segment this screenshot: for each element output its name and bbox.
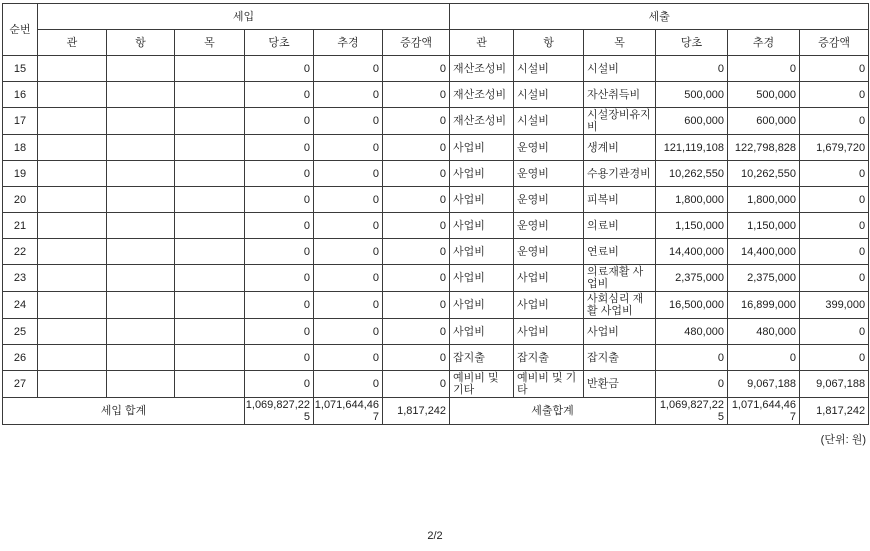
expenditure-hang-cell: 운영비 xyxy=(514,135,584,161)
revenue-hang-cell xyxy=(107,345,175,371)
revenue-hang-cell xyxy=(107,135,175,161)
row-number: 19 xyxy=(3,161,38,187)
page-indicator: 2/2 xyxy=(427,530,443,542)
expenditure-hang-cell: 예비비 및 기타 xyxy=(514,371,584,398)
revenue-initial-cell: 0 xyxy=(245,187,314,213)
revenue-change-cell: 0 xyxy=(383,161,450,187)
expenditure-hang-cell: 시설비 xyxy=(514,56,584,82)
revenue-initial-cell: 0 xyxy=(245,161,314,187)
revenue-change-cell: 0 xyxy=(383,345,450,371)
row-number: 15 xyxy=(3,56,38,82)
revenue-initial-cell: 0 xyxy=(245,213,314,239)
revenue-section-header: 세입 xyxy=(38,4,450,30)
revenue-revised-cell: 0 xyxy=(314,82,383,108)
expenditure-total-initial: 1,069,827,225 xyxy=(656,398,728,425)
table-row xyxy=(3,239,869,265)
revenue-gwan-cell xyxy=(38,82,107,108)
expenditure-initial-cell: 1,150,000 xyxy=(656,213,728,239)
revenue-total-label: 세입 합계 xyxy=(3,398,245,425)
expenditure-gwan-cell: 예비비 및 기타 xyxy=(450,371,514,398)
revenue-initial-cell: 0 xyxy=(245,135,314,161)
row-number: 17 xyxy=(3,108,38,135)
expenditure-revised-cell: 1,800,000 xyxy=(728,187,800,213)
expenditure-initial-cell: 600,000 xyxy=(656,108,728,135)
expenditure-hang-cell: 사업비 xyxy=(514,292,584,319)
revenue-revised-cell: 0 xyxy=(314,108,383,135)
table-row xyxy=(3,213,869,239)
expenditure-gwan-cell: 잡지출 xyxy=(450,345,514,371)
expenditure-hang-cell: 잡지출 xyxy=(514,345,584,371)
expenditure-hang-cell: 운영비 xyxy=(514,161,584,187)
revenue-mok-cell xyxy=(175,345,245,371)
expenditure-change-cell: 0 xyxy=(800,319,869,345)
expenditure-hang-cell: 시설비 xyxy=(514,82,584,108)
revenue-total-initial: 1,069,827,225 xyxy=(245,398,314,425)
revenue-change-cell: 0 xyxy=(383,319,450,345)
document-sheet xyxy=(2,3,868,447)
expenditure-hang-cell: 운영비 xyxy=(514,187,584,213)
revenue-hang-cell xyxy=(107,371,175,398)
expenditure-hang-cell: 운영비 xyxy=(514,239,584,265)
expenditure-change-cell: 0 xyxy=(800,239,869,265)
table-row xyxy=(3,82,869,108)
expenditure-change-cell: 399,000 xyxy=(800,292,869,319)
revenue-gwan-cell xyxy=(38,371,107,398)
revenue-mok-cell xyxy=(175,292,245,319)
expenditure-change-cell: 0 xyxy=(800,161,869,187)
revenue-hang-cell xyxy=(107,161,175,187)
revenue-initial-cell: 0 xyxy=(245,292,314,319)
expenditure-mok-cell: 피복비 xyxy=(584,187,656,213)
revenue-hang-cell xyxy=(107,213,175,239)
revenue-change-cell: 0 xyxy=(383,56,450,82)
expenditure-gwan-cell: 사업비 xyxy=(450,265,514,292)
expenditure-gwan-cell: 사업비 xyxy=(450,135,514,161)
expenditure-initial-cell: 121,119,108 xyxy=(656,135,728,161)
expenditure-change-cell: 0 xyxy=(800,265,869,292)
expenditure-initial-cell: 480,000 xyxy=(656,319,728,345)
expenditure-initial-cell: 500,000 xyxy=(656,82,728,108)
revenue-revised-cell: 0 xyxy=(314,292,383,319)
revenue-hang-cell xyxy=(107,56,175,82)
revenue-gwan-cell xyxy=(38,345,107,371)
revenue-change-cell: 0 xyxy=(383,292,450,319)
revenue-mok-cell xyxy=(175,56,245,82)
expenditure-mok-cell: 의료비 xyxy=(584,213,656,239)
revenue-mok-cell xyxy=(175,161,245,187)
revenue-revised-cell: 0 xyxy=(314,56,383,82)
expenditure-initial-cell: 0 xyxy=(656,56,728,82)
revenue-total-change: 1,817,242 xyxy=(383,398,450,425)
revenue-gwan-cell xyxy=(38,135,107,161)
expenditure-revised-cell: 9,067,188 xyxy=(728,371,800,398)
revenue-mok-cell xyxy=(175,135,245,161)
expenditure-initial-cell: 0 xyxy=(656,371,728,398)
expenditure-gwan-cell: 사업비 xyxy=(450,239,514,265)
revenue-change-cell: 0 xyxy=(383,135,450,161)
totals-row xyxy=(3,398,869,425)
revenue-hang-cell xyxy=(107,319,175,345)
expenditure-mok-cell: 수용기관경비 xyxy=(584,161,656,187)
expenditure-total-change: 1,817,242 xyxy=(800,398,869,425)
expenditure-revised-cell: 600,000 xyxy=(728,108,800,135)
expenditure-change-cell: 0 xyxy=(800,82,869,108)
expenditure-initial-cell: 0 xyxy=(656,345,728,371)
expenditure-col-revised: 추경 xyxy=(728,30,800,56)
revenue-initial-cell: 0 xyxy=(245,319,314,345)
revenue-total-revised: 1,071,644,467 xyxy=(314,398,383,425)
revenue-col-change: 증감액 xyxy=(383,30,450,56)
row-number: 18 xyxy=(3,135,38,161)
revenue-hang-cell xyxy=(107,187,175,213)
expenditure-initial-cell: 10,262,550 xyxy=(656,161,728,187)
table-row xyxy=(3,108,869,135)
expenditure-mok-cell: 잡지출 xyxy=(584,345,656,371)
expenditure-change-cell: 0 xyxy=(800,108,869,135)
revenue-initial-cell: 0 xyxy=(245,239,314,265)
revenue-mok-cell xyxy=(175,108,245,135)
expenditure-initial-cell: 14,400,000 xyxy=(656,239,728,265)
table-row xyxy=(3,345,869,371)
expenditure-initial-cell: 16,500,000 xyxy=(656,292,728,319)
revenue-change-cell: 0 xyxy=(383,213,450,239)
expenditure-col-change: 증감액 xyxy=(800,30,869,56)
revenue-change-cell: 0 xyxy=(383,82,450,108)
row-number: 20 xyxy=(3,187,38,213)
expenditure-gwan-cell: 사업비 xyxy=(450,187,514,213)
expenditure-mok-cell: 자산취득비 xyxy=(584,82,656,108)
revenue-revised-cell: 0 xyxy=(314,345,383,371)
expenditure-mok-cell: 의료재활 사업비 xyxy=(584,265,656,292)
table-row xyxy=(3,319,869,345)
revenue-initial-cell: 0 xyxy=(245,108,314,135)
row-number: 24 xyxy=(3,292,38,319)
expenditure-mok-cell: 시설비 xyxy=(584,56,656,82)
expenditure-change-cell: 9,067,188 xyxy=(800,371,869,398)
expenditure-revised-cell: 0 xyxy=(728,56,800,82)
revenue-initial-cell: 0 xyxy=(245,82,314,108)
expenditure-change-cell: 0 xyxy=(800,187,869,213)
expenditure-gwan-cell: 사업비 xyxy=(450,161,514,187)
revenue-initial-cell: 0 xyxy=(245,56,314,82)
revenue-hang-cell xyxy=(107,265,175,292)
table-row xyxy=(3,265,869,292)
expenditure-hang-cell: 사업비 xyxy=(514,319,584,345)
expenditure-hang-cell: 시설비 xyxy=(514,108,584,135)
row-number: 26 xyxy=(3,345,38,371)
expenditure-revised-cell: 16,899,000 xyxy=(728,292,800,319)
expenditure-revised-cell: 500,000 xyxy=(728,82,800,108)
table-row xyxy=(3,187,869,213)
expenditure-change-cell: 1,679,720 xyxy=(800,135,869,161)
revenue-revised-cell: 0 xyxy=(314,161,383,187)
expenditure-change-cell: 0 xyxy=(800,56,869,82)
revenue-revised-cell: 0 xyxy=(314,239,383,265)
expenditure-change-cell: 0 xyxy=(800,213,869,239)
expenditure-initial-cell: 2,375,000 xyxy=(656,265,728,292)
expenditure-revised-cell: 0 xyxy=(728,345,800,371)
row-number: 25 xyxy=(3,319,38,345)
expenditure-mok-cell: 사회심리 재활 사업비 xyxy=(584,292,656,319)
expenditure-mok-cell: 사업비 xyxy=(584,319,656,345)
revenue-gwan-cell xyxy=(38,292,107,319)
revenue-initial-cell: 0 xyxy=(245,371,314,398)
expenditure-mok-cell: 반환금 xyxy=(584,371,656,398)
unit-note: (단위: 원) xyxy=(820,434,866,446)
expenditure-gwan-cell: 재산조성비 xyxy=(450,108,514,135)
column-header-row xyxy=(3,30,869,56)
row-number: 16 xyxy=(3,82,38,108)
revenue-mok-cell xyxy=(175,319,245,345)
revenue-revised-cell: 0 xyxy=(314,135,383,161)
expenditure-section-header: 세출 xyxy=(450,4,869,30)
revenue-hang-cell xyxy=(107,292,175,319)
budget-table xyxy=(2,3,869,425)
revenue-revised-cell: 0 xyxy=(314,371,383,398)
expenditure-col-gwan: 관 xyxy=(450,30,514,56)
revenue-initial-cell: 0 xyxy=(245,265,314,292)
revenue-mok-cell xyxy=(175,213,245,239)
revenue-mok-cell xyxy=(175,82,245,108)
expenditure-gwan-cell: 사업비 xyxy=(450,213,514,239)
row-number: 27 xyxy=(3,371,38,398)
revenue-revised-cell: 0 xyxy=(314,187,383,213)
expenditure-hang-cell: 운영비 xyxy=(514,213,584,239)
table-row xyxy=(3,371,869,398)
expenditure-mok-cell: 생계비 xyxy=(584,135,656,161)
expenditure-initial-cell: 1,800,000 xyxy=(656,187,728,213)
table-row xyxy=(3,135,869,161)
expenditure-revised-cell: 10,262,550 xyxy=(728,161,800,187)
revenue-revised-cell: 0 xyxy=(314,319,383,345)
revenue-col-initial: 당초 xyxy=(245,30,314,56)
revenue-gwan-cell xyxy=(38,239,107,265)
table-row xyxy=(3,56,869,82)
revenue-change-cell: 0 xyxy=(383,371,450,398)
revenue-revised-cell: 0 xyxy=(314,213,383,239)
seq-column-header: 순번 xyxy=(3,4,38,56)
revenue-initial-cell: 0 xyxy=(245,345,314,371)
revenue-change-cell: 0 xyxy=(383,187,450,213)
revenue-gwan-cell xyxy=(38,187,107,213)
expenditure-revised-cell: 2,375,000 xyxy=(728,265,800,292)
section-header-row xyxy=(3,4,869,30)
revenue-hang-cell xyxy=(107,82,175,108)
revenue-col-mok: 목 xyxy=(175,30,245,56)
revenue-revised-cell: 0 xyxy=(314,265,383,292)
expenditure-change-cell: 0 xyxy=(800,345,869,371)
expenditure-total-revised: 1,071,644,467 xyxy=(728,398,800,425)
revenue-gwan-cell xyxy=(38,56,107,82)
revenue-mok-cell xyxy=(175,187,245,213)
row-number: 21 xyxy=(3,213,38,239)
row-number: 23 xyxy=(3,265,38,292)
revenue-gwan-cell xyxy=(38,319,107,345)
revenue-col-revised: 추경 xyxy=(314,30,383,56)
revenue-change-cell: 0 xyxy=(383,265,450,292)
table-row xyxy=(3,292,869,319)
revenue-gwan-cell xyxy=(38,161,107,187)
expenditure-col-mok: 목 xyxy=(584,30,656,56)
revenue-gwan-cell xyxy=(38,265,107,292)
revenue-gwan-cell xyxy=(38,213,107,239)
revenue-hang-cell xyxy=(107,108,175,135)
revenue-col-gwan: 관 xyxy=(38,30,107,56)
revenue-change-cell: 0 xyxy=(383,239,450,265)
revenue-hang-cell xyxy=(107,239,175,265)
revenue-gwan-cell xyxy=(38,108,107,135)
revenue-mok-cell xyxy=(175,265,245,292)
table-row xyxy=(3,161,869,187)
expenditure-revised-cell: 480,000 xyxy=(728,319,800,345)
revenue-change-cell: 0 xyxy=(383,108,450,135)
expenditure-revised-cell: 1,150,000 xyxy=(728,213,800,239)
expenditure-gwan-cell: 재산조성비 xyxy=(450,56,514,82)
expenditure-total-label: 세출합계 xyxy=(450,398,656,425)
expenditure-col-hang: 항 xyxy=(514,30,584,56)
expenditure-revised-cell: 14,400,000 xyxy=(728,239,800,265)
expenditure-gwan-cell: 사업비 xyxy=(450,292,514,319)
expenditure-mok-cell: 연료비 xyxy=(584,239,656,265)
expenditure-mok-cell: 시설장비유지비 xyxy=(584,108,656,135)
expenditure-revised-cell: 122,798,828 xyxy=(728,135,800,161)
revenue-mok-cell xyxy=(175,239,245,265)
expenditure-gwan-cell: 사업비 xyxy=(450,319,514,345)
expenditure-hang-cell: 사업비 xyxy=(514,265,584,292)
expenditure-col-initial: 당초 xyxy=(656,30,728,56)
revenue-col-hang: 항 xyxy=(107,30,175,56)
expenditure-gwan-cell: 재산조성비 xyxy=(450,82,514,108)
revenue-mok-cell xyxy=(175,371,245,398)
row-number: 22 xyxy=(3,239,38,265)
